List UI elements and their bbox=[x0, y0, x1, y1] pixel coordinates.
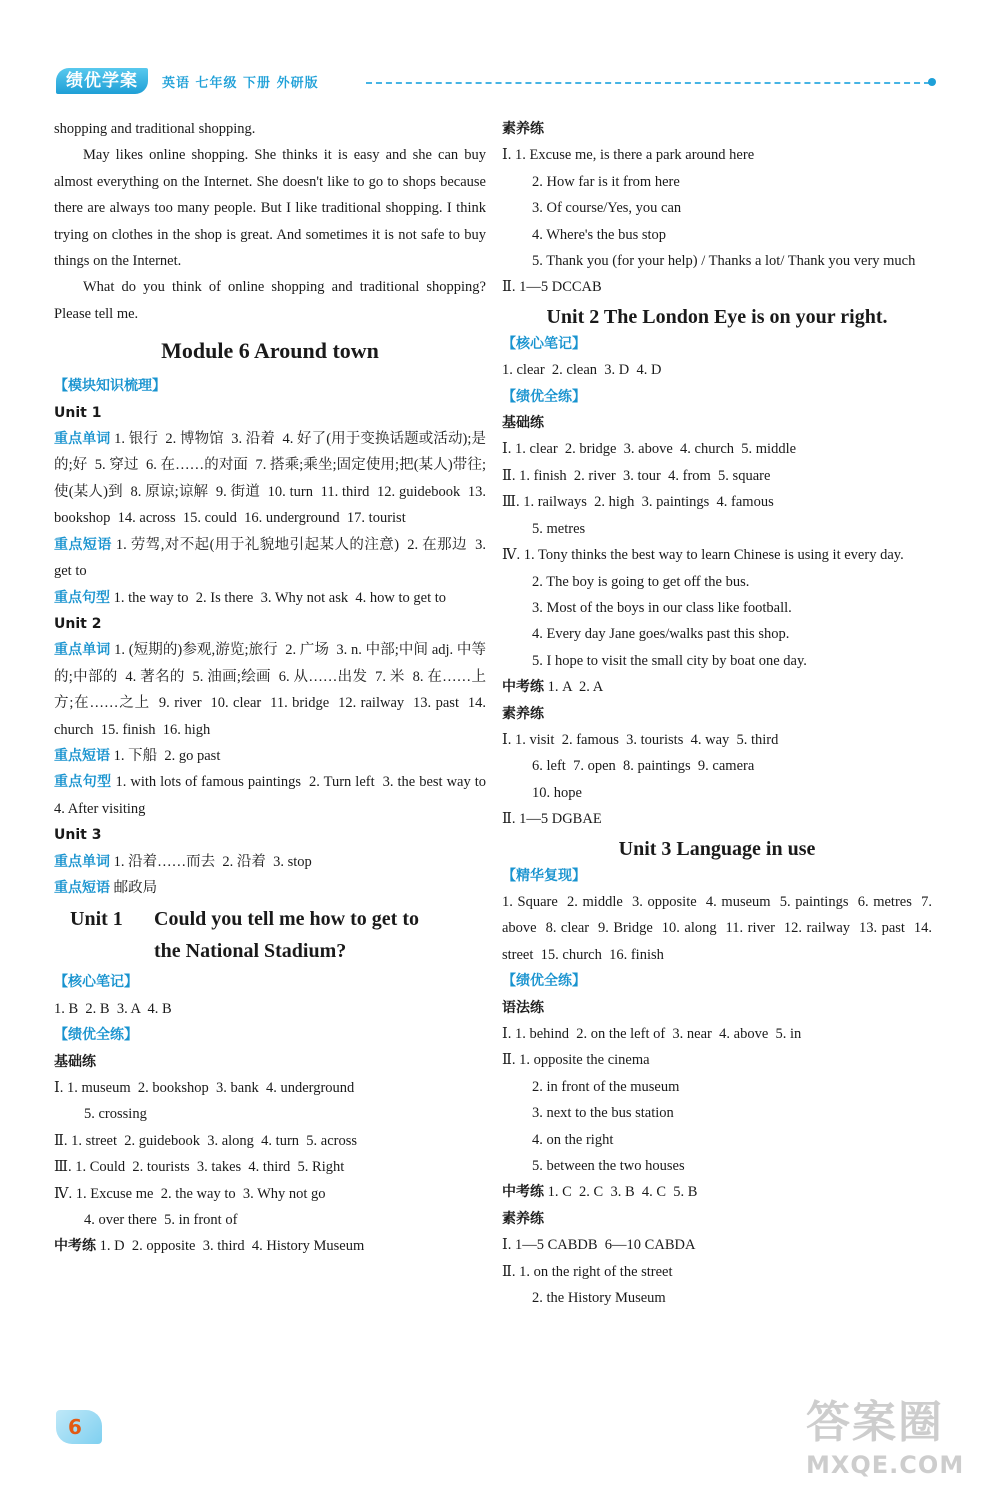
brand-badge: 绩优学案 bbox=[56, 68, 148, 94]
section-tag: 【绩优全练】 bbox=[54, 1027, 138, 1044]
answer-line: Ⅱ. 1. on the right of the street bbox=[502, 1263, 673, 1280]
answer-line: 2. in front of the museum bbox=[532, 1078, 680, 1095]
answer-line: 10. hope bbox=[532, 784, 582, 801]
answer-line: Ⅰ. 1. clear 2. bridge 3. above 4. church 5. middle bbox=[502, 441, 797, 458]
unit2-heading: Unit 2 The London Eye is on your right. bbox=[546, 305, 888, 328]
key-words-text: 1. 沿着……而去 2. 沿着 3. stop bbox=[110, 853, 312, 870]
watermark-url: MXQE.COM bbox=[806, 1451, 965, 1479]
exam-label: 中考练 bbox=[54, 1238, 96, 1255]
practice-label: 基础练 bbox=[54, 1053, 96, 1070]
answer-line: 3. next to the bus station bbox=[532, 1105, 674, 1122]
answer-line: Ⅰ. 1. museum 2. bookshop 3. bank 4. underground bbox=[54, 1080, 355, 1096]
unit-label: Unit 2 bbox=[54, 615, 102, 632]
key-phrases-text: 1. 劳驾,对不起(用于礼貌地引起某人的注意) 2. 在那边 3. get to bbox=[54, 536, 490, 580]
watermark-mark: 答案圈 bbox=[806, 1397, 944, 1448]
unit1-heading-unit: Unit 1 bbox=[70, 908, 123, 931]
answer-line: 2. How far is it from here bbox=[532, 173, 680, 190]
exam-answers: 1. C 2. C 3. B 4. C 5. B bbox=[544, 1184, 698, 1201]
answer-line: Ⅱ. 1—5 DGBAE bbox=[502, 811, 602, 828]
header-info: 英语 七年级 下册 外研版 bbox=[162, 76, 319, 91]
answer-line: Ⅰ. 1. Excuse me, is there a park around here bbox=[502, 147, 755, 164]
key-words-tag: 重点单词 bbox=[54, 642, 111, 659]
answer-line: 2. The boy is going to get off the bus. bbox=[532, 573, 750, 590]
key-phrases-text: 邮政局 bbox=[110, 879, 158, 896]
answer-line: 3. Most of the boys in our class like football. bbox=[532, 599, 792, 616]
answer-line: 5. Thank you (for your help) / Thanks a lot/ Thank you very much bbox=[532, 253, 916, 270]
answer-line: 5. between the two houses bbox=[532, 1158, 685, 1175]
answer-line: Ⅰ. 1. visit 2. famous 3. tourists 4. way 5. third bbox=[502, 731, 779, 748]
answer-line: Ⅱ. 1. finish 2. river 3. tour 4. from 5. square bbox=[502, 467, 771, 484]
answer-line: Ⅱ. 1—5 DCCAB bbox=[502, 279, 602, 296]
key-phrases-text: 1. 下船 2. go past bbox=[110, 747, 221, 764]
answer-line: 4. over there 5. in front of bbox=[84, 1212, 238, 1229]
unit1-heading-line2: the National Stadium? bbox=[154, 940, 347, 963]
answer-line: 4. Where's the bus stop bbox=[532, 226, 667, 243]
answer-line: Ⅲ. 1. railways 2. high 3. paintings 4. famous bbox=[502, 494, 774, 511]
answer-line: Ⅳ. 1. Excuse me 2. the way to 3. Why not go bbox=[54, 1185, 326, 1202]
answer-line: 1. clear 2. clean 3. D 4. D bbox=[502, 362, 662, 379]
answer-line: 3. Of course/Yes, you can bbox=[532, 200, 682, 217]
exam-label: 中考练 bbox=[502, 679, 544, 696]
unit-label: Unit 1 bbox=[54, 404, 102, 421]
key-words-tag: 重点单词 bbox=[54, 431, 111, 448]
answer-line: Ⅰ. 1—5 CABDB 6—10 CABDA bbox=[502, 1237, 696, 1254]
right-column bbox=[502, 116, 936, 1311]
essay-paragraph: May likes online shopping. She thinks it is easy and she can buy almost everything on the Internet. She doesn't like to go to shops because there are always too many people. But I like traditional shopping. I think trying on clothes in the shop is great. And sometimes it is not safe to buy things on the Internet. bbox=[54, 147, 490, 270]
key-words-text: 1. (短期的)参观,游览;旅行 2. 广场 3. n. 中部;中间 adj. 中等的;中部的 4. 著名的 5. 油画;绘画 6. 从……出发 7. 米 8. 在……上方;在……之上 9. river 10. clear 11. bridge 12. railway 13. past 14. church 15. finish 16. high bbox=[54, 642, 490, 738]
watermark bbox=[806, 1396, 996, 1492]
answer-line: 4. Every day Jane goes/walks past this shop. bbox=[532, 626, 790, 643]
key-phrases-tag: 重点短语 bbox=[54, 879, 110, 896]
practice-label: 语法练 bbox=[502, 999, 544, 1016]
answer-line: 5. crossing bbox=[84, 1106, 147, 1123]
section-tag: 【精华复现】 bbox=[502, 867, 586, 884]
section-tag: 【绩优全练】 bbox=[502, 388, 586, 405]
unit1-heading bbox=[54, 903, 486, 967]
key-sentences-text: 1. the way to 2. Is there 3. Why not ask 4. how to get to bbox=[110, 589, 446, 606]
section-tag: 【绩优全练】 bbox=[502, 973, 586, 990]
exam-answers: 1. D 2. opposite 3. third 4. History Museum bbox=[96, 1238, 365, 1255]
practice-label: 基础练 bbox=[502, 415, 544, 432]
exam-answers: 1. A 2. A bbox=[544, 679, 604, 696]
review-answers: 1. Square 2. middle 3. opposite 4. museum 5. paintings 6. metres 7. above 8. clear 9. Bridge 10. along 11. river 12. railway 13. past 14. street 15. church 16. finish bbox=[502, 893, 936, 963]
essay-paragraph: What do you think of online shopping and traditional shopping? Please tell me. bbox=[54, 279, 490, 322]
answer-line: 5. I hope to visit the small city by boat one day. bbox=[532, 652, 807, 669]
practice-label: 素养练 bbox=[502, 1210, 544, 1227]
key-phrases-tag: 重点短语 bbox=[54, 747, 110, 764]
answer-line: 1. B 2. B 3. A 4. B bbox=[54, 1000, 172, 1017]
key-words-text: 1. 银行 2. 博物馆 3. 沿着 4. 好了(用于变换话题或活动);是的;好 5. 穿过 6. 在……的对面 7. 搭乘;乘坐;固定使用;把(某人)带往;使(某人)到 8. 原谅;谅解 9. 街道 10. turn 11. third 12. guidebook 13. bookshop 14. across 15. could 16. underground 17. tourist bbox=[54, 431, 490, 527]
key-sentences-tag: 重点句型 bbox=[54, 589, 110, 606]
key-words-tag: 重点单词 bbox=[54, 853, 110, 870]
page-number: 6 bbox=[56, 1410, 102, 1444]
key-sentences-tag: 重点句型 bbox=[54, 774, 112, 791]
key-phrases-tag: 重点短语 bbox=[54, 536, 112, 553]
answer-line: Ⅰ. 1. behind 2. on the left of 3. near 4. above 5. in bbox=[502, 1026, 802, 1042]
answer-line: Ⅳ. 1. Tony thinks the best way to learn Chinese is using it every day. bbox=[502, 547, 904, 564]
answer-line: 5. metres bbox=[532, 520, 586, 537]
page-header bbox=[56, 62, 936, 98]
left-column bbox=[54, 116, 494, 1260]
answer-line: 6. left 7. open 8. paintings 9. camera bbox=[532, 758, 755, 775]
unit-label: Unit 3 bbox=[54, 827, 102, 844]
unit3-heading: Unit 3 Language in use bbox=[618, 837, 816, 860]
answer-line: Ⅱ. 1. street 2. guidebook 3. along 4. turn 5. across bbox=[54, 1132, 358, 1149]
key-sentences-text: 1. with lots of famous paintings 2. Turn left 3. the best way to 4. After visiting bbox=[54, 774, 494, 817]
section-tag: 【核心笔记】 bbox=[54, 974, 138, 991]
section-tag: 【模块知识梳理】 bbox=[54, 378, 166, 395]
answer-line: Ⅲ. 1. Could 2. tourists 3. takes 4. third 5. Right bbox=[54, 1159, 345, 1176]
header-rule bbox=[366, 82, 930, 84]
answer-line: 2. the History Museum bbox=[532, 1290, 666, 1307]
unit1-heading-line1: Could you tell me how to get to bbox=[154, 908, 419, 931]
header-rule-dot bbox=[928, 78, 936, 86]
answer-line: Ⅱ. 1. opposite the cinema bbox=[502, 1052, 650, 1069]
module-title: Module 6 Around town bbox=[161, 338, 379, 364]
exam-label: 中考练 bbox=[502, 1184, 544, 1201]
answer-line: 4. on the right bbox=[532, 1131, 614, 1148]
practice-label: 素养练 bbox=[502, 121, 544, 137]
section-tag: 【核心笔记】 bbox=[502, 335, 586, 352]
practice-label: 素养练 bbox=[502, 705, 544, 722]
essay-line: shopping and traditional shopping. bbox=[54, 121, 256, 137]
